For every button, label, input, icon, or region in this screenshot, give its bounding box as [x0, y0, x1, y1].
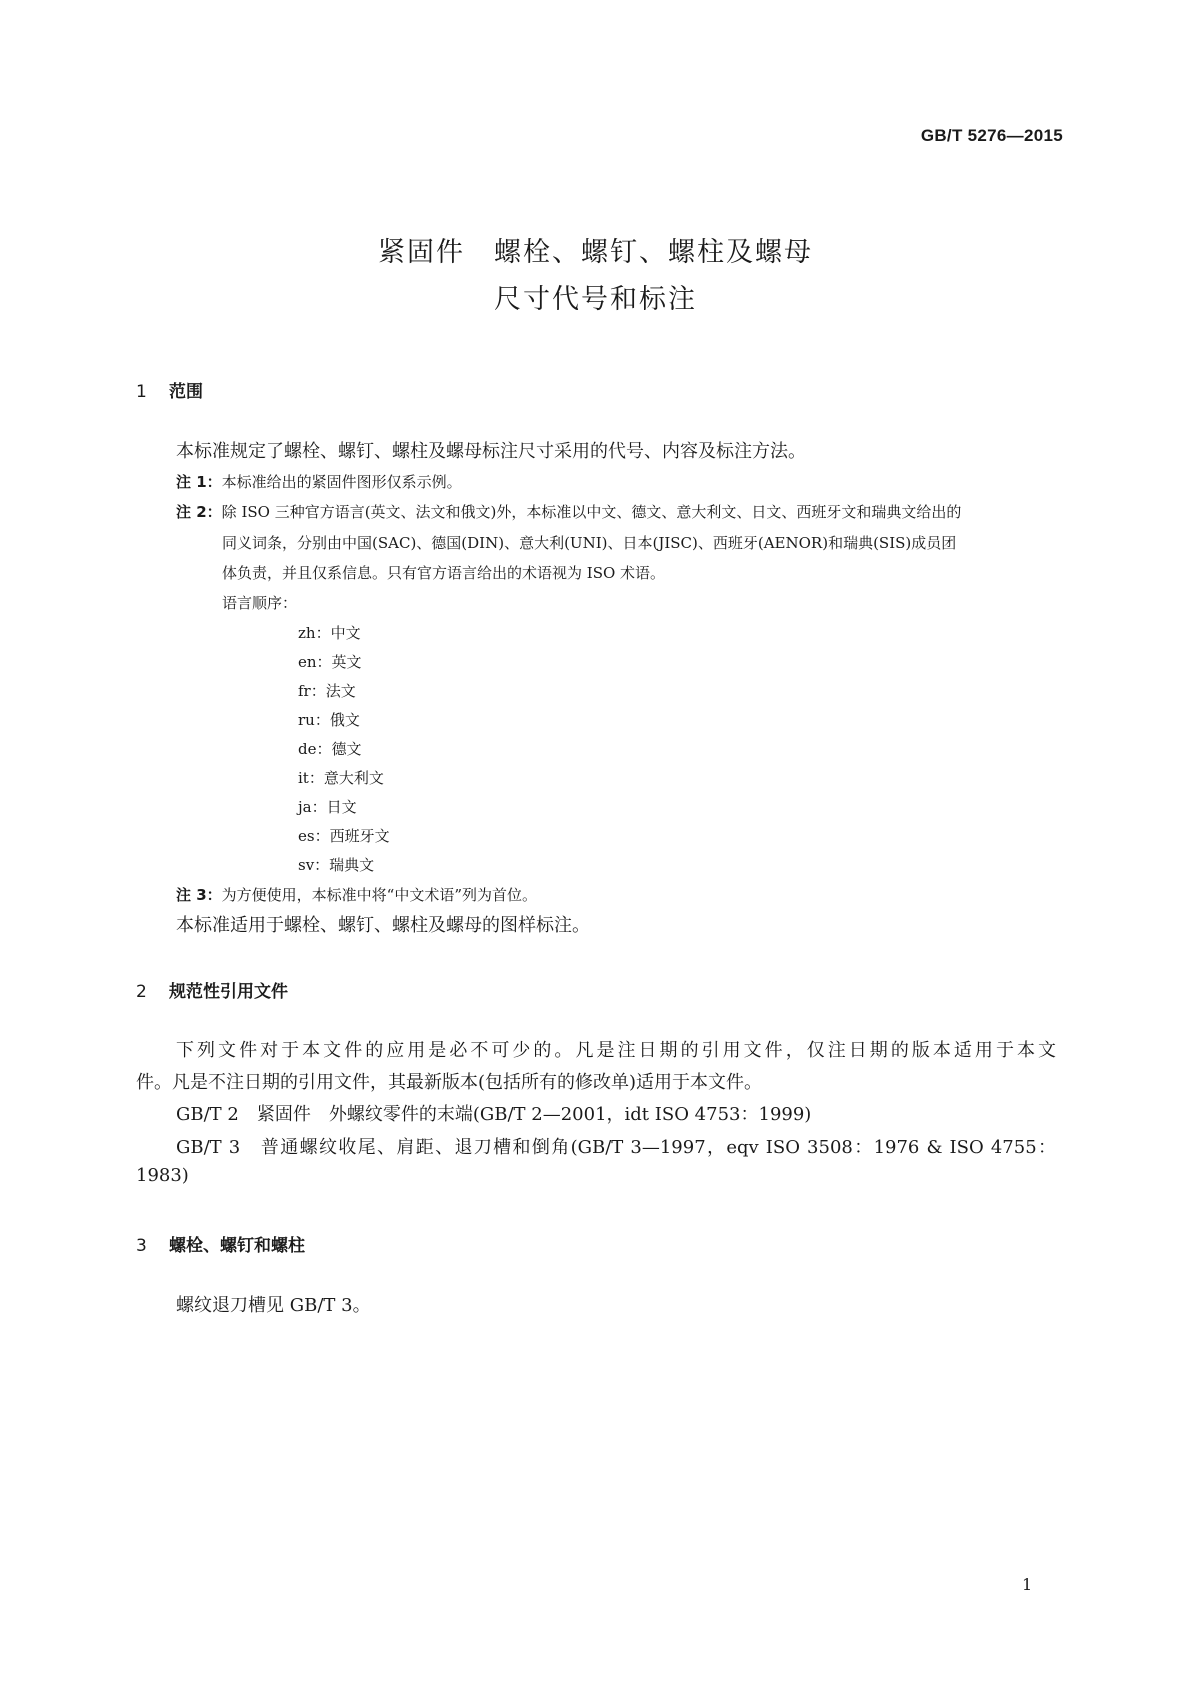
- language-item: ru：俄文: [298, 711, 360, 729]
- scope-intro-paragraph: 本标准规定了螺栓、螺钉、螺柱及螺母标注尺寸采用的代号、内容及标注方法。: [176, 441, 806, 462]
- section-title: 螺栓、螺钉和螺柱: [169, 1236, 305, 1256]
- reference-gbt3-line2: 1983): [136, 1165, 189, 1186]
- language-item: sv：瑞典文: [298, 856, 375, 874]
- document-title-line2: 尺寸代号和标注: [494, 284, 697, 315]
- note-2-line-2: 同义词条，分别由中国(SAC)、德国(DIN)、意大利(UNI)、日本(JISC)、西班牙(AENOR)和瑞典(SIS)成员团: [222, 534, 957, 552]
- section-2-heading: [136, 977, 288, 1002]
- section-3-heading: [136, 1231, 305, 1256]
- document-code: GB/T 5276—2015: [920, 126, 1063, 145]
- section-number: 3: [136, 1236, 147, 1256]
- language-item: fr：法文: [298, 682, 356, 700]
- section-title: 规范性引用文件: [169, 982, 288, 1002]
- document-title-line1: 紧固件 螺栓、螺钉、螺柱及螺母: [378, 237, 813, 268]
- note-3: [176, 884, 537, 905]
- section-title: 范围: [169, 382, 203, 402]
- normative-references-paragraph-line2: 件。凡是不注日期的引用文件，其最新版本(包括所有的修改单)适用于本文件。: [136, 1072, 763, 1093]
- language-item: it：意大利文: [298, 769, 384, 787]
- note-label: 注 3：: [176, 886, 222, 904]
- language-item: zh：中文: [298, 624, 361, 642]
- section-3-paragraph: 螺纹退刀槽见 GB/T 3。: [176, 1295, 371, 1316]
- section-1-heading: [136, 377, 203, 402]
- language-item: de：德文: [298, 740, 362, 758]
- note-text: 本标准给出的紧固件图形仅系示例。: [221, 473, 462, 491]
- note-label: 注 1：: [176, 473, 222, 491]
- section-number: 2: [136, 982, 147, 1002]
- language-order-title: 语言顺序：: [222, 594, 298, 612]
- note-text: 为方便使用，本标准中将“中文术语”列为首位。: [221, 886, 538, 904]
- reference-gbt3-line1: GB/T 3 普通螺纹收尾、肩距、退刀槽和倒角(GB/T 3—1997，eqv ISO 3508：1976 & ISO 4755：: [176, 1137, 1056, 1158]
- note-label: 注 2：: [176, 503, 222, 521]
- note-2-line-3: 体负责，并且仅系信息。只有官方语言给出的术语视为 ISO 术语。: [222, 564, 666, 582]
- language-item: en：英文: [298, 653, 362, 671]
- note-text: 除 ISO 三种官方语言(英文、法文和俄文)外，本标准以中文、德文、意大利文、日文、西班牙文和瑞典文给出的: [221, 503, 962, 521]
- normative-references-paragraph-line1: 下列文件对于本文件的应用是必不可少的。凡是注日期的引用文件，仅注日期的版本适用于本文: [176, 1040, 1056, 1061]
- note-2: [176, 501, 961, 522]
- scope-applicability-paragraph: 本标准适用于螺栓、螺钉、螺柱及螺母的图样标注。: [176, 915, 590, 936]
- note-1: [176, 471, 462, 492]
- language-item: ja：日文: [298, 798, 357, 816]
- reference-gbt2: GB/T 2 紧固件 外螺纹零件的末端(GB/T 2—2001，idt ISO 4753：1999): [176, 1104, 812, 1125]
- section-number: 1: [136, 382, 147, 402]
- page-number: 1: [1022, 1575, 1033, 1594]
- language-item: es：西班牙文: [298, 827, 390, 845]
